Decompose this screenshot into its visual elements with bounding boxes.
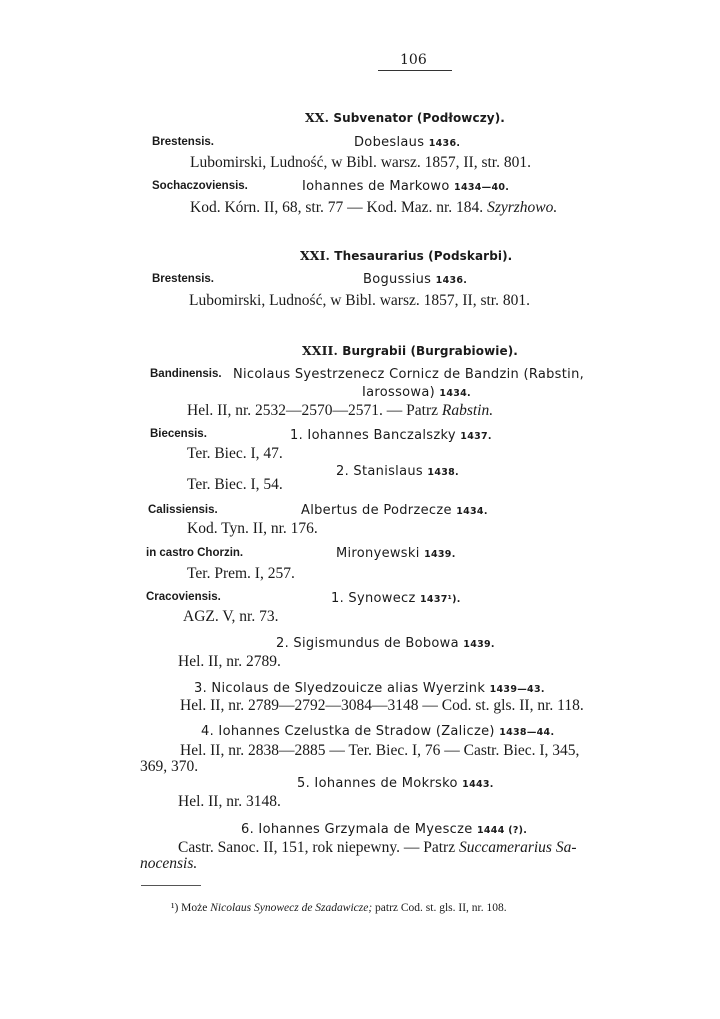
ref-text: Castr. Sanoc. II, 151, rok niepewny. — Patrz: [178, 839, 456, 856]
footnote-italic: Nicolaus Synowecz de Szadawicze;: [210, 902, 373, 914]
section-title-xx: [305, 110, 505, 125]
ref-italic: Succamerarius Sa-: [458, 839, 577, 856]
location-label: Cracoviensis.: [146, 591, 221, 603]
year: 1439.: [424, 549, 456, 560]
ref-italic: Rabstin.: [441, 402, 494, 419]
name-text: 1. Iohannes Banczalszky: [290, 428, 456, 443]
location-label: Brestensis.: [152, 136, 215, 148]
reference: Ter. Prem. I, 257.: [187, 565, 295, 582]
reference: Hel. II, nr. 2789—2792—3084—3148 — Cod. st. gls. II, nr. 118.: [180, 697, 584, 714]
footnote-rule: [141, 885, 201, 886]
person-name: [194, 681, 545, 696]
name-text: Albertus de Podrzecze: [301, 503, 452, 518]
reference: Hel. II, nr. 2838—2885 — Ter. Biec. I, 76 — Castr. Biec. I, 345,: [180, 742, 580, 759]
year: 1438.: [427, 467, 459, 478]
name-text: 2. Sigismundus de Bobowa: [276, 636, 459, 651]
person-name: Nicolaus Syestrzenecz Cornicz de Bandzin (Rabstin,: [233, 367, 585, 382]
year: 1439.: [463, 639, 495, 650]
location-label: Brestensis.: [152, 273, 215, 285]
location-label: Calissiensis.: [148, 504, 218, 516]
year: 1437.: [460, 431, 492, 442]
person-name: [363, 272, 467, 287]
name-text: Bogussius: [363, 272, 432, 287]
person-name: [301, 503, 488, 518]
footnote-mark: ¹): [171, 902, 179, 914]
year: 1443.: [462, 779, 494, 790]
person-name: [302, 179, 509, 194]
page-number: 106: [400, 52, 427, 68]
reference: Ter. Biec. I, 47.: [187, 445, 283, 462]
ref-text: Kod. Kórn. II, 68, str. 77 — Kod. Maz. nr. 184.: [190, 199, 484, 216]
footnote-text: patrz Cod. st. gls. II, nr. 108.: [375, 902, 507, 914]
year: 1434.: [439, 388, 471, 399]
ref-text: Hel. II, nr. 2532—2570—2571. — Patrz: [187, 402, 438, 419]
ref-italic: Szyrzhowo.: [487, 199, 558, 216]
section-title-xxi: [300, 248, 512, 263]
year: 1434.: [456, 506, 488, 517]
section-number: XXII.: [302, 343, 338, 358]
name-text: Iarossowa): [362, 385, 435, 400]
year: 1444 (?).: [476, 825, 528, 836]
location-label: Biecensis.: [150, 428, 207, 440]
footnote: [171, 902, 507, 914]
year: 1437¹).: [420, 594, 461, 605]
person-name: [276, 636, 495, 651]
name-text: Mironyewski: [336, 546, 420, 561]
reference: AGZ. V, nr. 73.: [183, 608, 279, 625]
section-heading: Thesaurarius (Podskarbi).: [334, 249, 513, 263]
person-name: [336, 546, 456, 561]
section-number: XXI.: [300, 248, 330, 263]
footnote-text: Może: [181, 902, 208, 914]
person-name: [331, 591, 461, 606]
person-name: [297, 776, 494, 791]
person-name: [290, 428, 492, 443]
section-title-xxii: [302, 343, 518, 358]
section-number: XX.: [305, 110, 330, 125]
reference: Kod. Tyn. II, nr. 176.: [187, 520, 318, 537]
reference-cont: nocensis.: [140, 855, 198, 872]
section-heading: Subvenator (Podłowczy).: [333, 111, 505, 125]
reference: Ter. Biec. I, 54.: [187, 476, 283, 493]
person-name: [241, 822, 527, 837]
page-number-rule: [378, 70, 452, 71]
name-text: 1. Synowecz: [331, 591, 416, 606]
reference: Lubomirski, Ludność, w Bibl. warsz. 1857, II, str. 801.: [190, 154, 531, 171]
person-name: [201, 724, 554, 739]
name-text: Dobeslaus: [354, 135, 425, 150]
name-text: 5. Iohannes de Mokrsko: [297, 776, 458, 791]
name-text: 2. Stanislaus: [336, 464, 423, 479]
location-label: in castro Chorzin.: [146, 547, 244, 559]
person-name: [336, 464, 459, 479]
year: 1439—43.: [489, 684, 545, 695]
reference: [178, 839, 576, 857]
reference: [190, 199, 557, 217]
name-text: 4. Iohannes Czelustka de Stradow (Zalicze): [201, 724, 495, 739]
person-name-cont: [362, 385, 471, 400]
reference: Lubomirski, Ludność, w Bibl. warsz. 1857, II, str. 801.: [189, 292, 530, 309]
year: 1436.: [428, 138, 461, 149]
reference: [187, 402, 493, 420]
year: 1434—40.: [454, 182, 510, 193]
reference: Hel. II, nr. 2789.: [178, 653, 281, 670]
section-heading: Burgrabii (Burgrabiowie).: [342, 344, 518, 358]
location-label: Bandinensis.: [150, 368, 222, 380]
location-label: Sochaczoviensis.: [152, 180, 248, 192]
person-name: [354, 135, 460, 150]
name-text: 6. Iohannes Grzymala de Myescze: [241, 822, 473, 837]
reference-cont: 369, 370.: [140, 758, 199, 775]
name-text: Iohannes de Markowo: [302, 179, 450, 194]
reference: Hel. II, nr. 3148.: [178, 793, 281, 810]
year: 1438—44.: [499, 727, 555, 738]
year: 1436.: [435, 275, 468, 286]
name-text: 3. Nicolaus de Slyedzouicze alias Wyerzink: [194, 681, 486, 696]
